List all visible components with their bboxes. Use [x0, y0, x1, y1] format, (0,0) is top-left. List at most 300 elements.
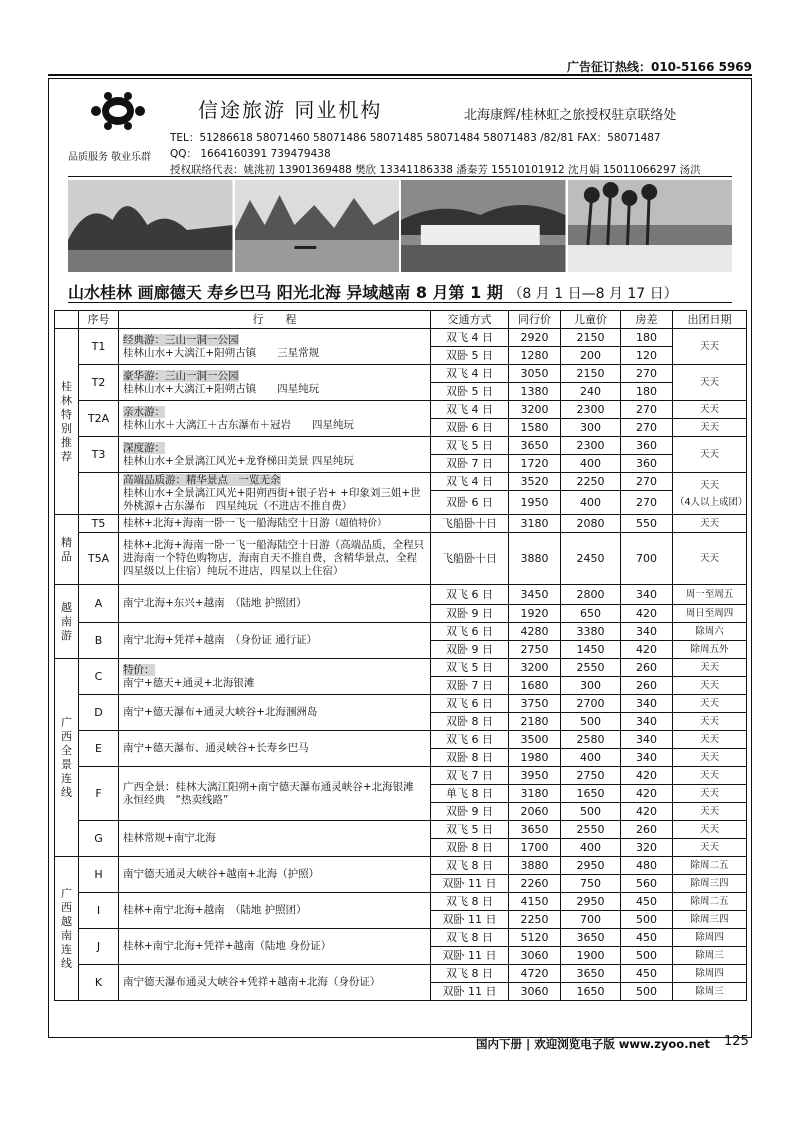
child-price-cell: [561, 695, 621, 713]
departure-days: 天天: [699, 716, 719, 727]
route-cell: [119, 767, 431, 821]
tour-code-cell: [79, 767, 119, 821]
category-cell: [55, 857, 79, 1001]
peer-price-cell: [509, 839, 561, 857]
route-cell: [119, 533, 431, 585]
child-price: 400: [580, 750, 601, 764]
tour-route: 南宁+德天瀑布、通灵峡谷+长寿乡巴马: [123, 742, 309, 754]
single-cell: [621, 677, 673, 695]
transport-cell: [431, 515, 509, 533]
single-cell: [621, 347, 673, 365]
departure-cell: [673, 749, 747, 767]
child-price-cell: [561, 329, 621, 347]
route-cell: [119, 731, 431, 767]
child-price: 2950: [576, 858, 605, 872]
single-cell: [621, 491, 673, 515]
child-price-cell: [561, 437, 621, 455]
tour-highlight: 豪华游：三山一洞一公园: [123, 369, 239, 382]
tour-route: 桂林山水+全景漓江风光+阳朔西街+银子岩+ +印象刘三姐+世外桃源+古东瀑布 四星纯玩（不进店不推自费）: [123, 487, 421, 512]
tour-highlight: 深度游：: [123, 441, 165, 454]
peer-price: 3650: [520, 822, 549, 836]
single-supplement: 420: [636, 804, 657, 818]
single-supplement: 340: [636, 732, 657, 746]
child-price: 2080: [576, 516, 605, 530]
departure-cell: [673, 585, 747, 605]
authorized-reps: 授权联络代表：姚洮初 13901369488 樊欣 13341186338 潘秦芳 15510101912 沈月娟 15011066297 汤洪: [170, 164, 701, 176]
child-price-cell: [561, 767, 621, 785]
peer-price: 1980: [520, 750, 549, 764]
transport-mode: 双卧 8 日: [446, 840, 493, 854]
departure-cell: [673, 365, 747, 401]
departure-days: 天天: [699, 449, 719, 460]
departure-cell: [673, 803, 747, 821]
transport-cell: [431, 659, 509, 677]
peer-price: 3180: [520, 516, 549, 530]
peer-price: 1680: [520, 678, 549, 692]
departure-days: 天天: [699, 553, 719, 564]
transport-mode: 双飞 8 日: [446, 966, 493, 980]
departure-days: 天天: [699, 341, 719, 352]
single-supplement: 700: [636, 551, 657, 565]
transport-mode: 双卧 11 日: [442, 876, 497, 890]
slogan: 品质服务 敬业乐群: [68, 152, 152, 163]
transport-mode: 双卧 9 日: [446, 642, 493, 656]
single-supplement: 450: [636, 930, 657, 944]
child-price-cell: [561, 749, 621, 767]
tour-route: 桂林+北海+海南一卧一飞一船海陆空十日游: [123, 517, 330, 529]
header-single: 房差: [621, 311, 673, 329]
peer-price: 2180: [520, 714, 549, 728]
departure-days: 天天: [699, 479, 719, 491]
child-price-cell: [561, 893, 621, 911]
child-price-cell: [561, 383, 621, 401]
tour-code: K: [94, 975, 103, 989]
category-cell: [55, 515, 79, 585]
peer-price-cell: [509, 419, 561, 437]
departure-cell: [673, 695, 747, 713]
tour-code-cell: [79, 695, 119, 731]
single-supplement: 260: [636, 678, 657, 692]
transport-mode: 双卧 6 日: [446, 495, 493, 509]
peer-price: 1380: [520, 384, 549, 398]
tour-route: 桂林+南宁北海+凭祥+越南（陆地 身份证）: [123, 940, 332, 952]
single-cell: [621, 329, 673, 347]
single-supplement: 340: [636, 714, 657, 728]
single-cell: [621, 533, 673, 585]
child-price: 2750: [576, 768, 605, 782]
departure-cell: [673, 329, 747, 365]
brand-name: 信途旅游 同业机构: [198, 98, 383, 122]
category-label: 广西全景连线: [61, 715, 72, 799]
photo-li-river: [235, 180, 400, 272]
header-departure: 出团日期: [673, 311, 747, 329]
transport-cell: [431, 401, 509, 419]
child-price-cell: [561, 605, 621, 623]
departure-cell: [673, 965, 747, 983]
departure-cell: [673, 767, 747, 785]
single-cell: [621, 515, 673, 533]
single-cell: [621, 641, 673, 659]
child-price-cell: [561, 929, 621, 947]
route-cell: [119, 585, 431, 623]
transport-cell: [431, 821, 509, 839]
table-row: [55, 437, 747, 455]
transport-cell: [431, 677, 509, 695]
tour-route: 南宁+德天瀑布+通灵大峡谷+北海涠洲岛: [123, 706, 318, 718]
single-supplement: 270: [636, 402, 657, 416]
peer-price-cell: [509, 875, 561, 893]
tour-code-cell: [79, 965, 119, 1001]
departure-cell: [673, 713, 747, 731]
route-cell: [119, 437, 431, 473]
tour-route: 桂林+南宁北海+越南 （陆地 护照团）: [123, 904, 307, 916]
child-price-cell: [561, 455, 621, 473]
peer-price-cell: [509, 965, 561, 983]
transport-mode: 双飞 4 日: [446, 474, 493, 488]
child-price: 2700: [576, 696, 605, 710]
peer-price: 4150: [520, 894, 549, 908]
child-price: 400: [580, 456, 601, 470]
departure-cell: [673, 875, 747, 893]
peer-price-cell: [509, 677, 561, 695]
route-cell: [119, 515, 431, 533]
child-price: 2950: [576, 894, 605, 908]
child-price: 400: [580, 840, 601, 854]
single-supplement: 420: [636, 768, 657, 782]
route-cell: [119, 473, 431, 515]
single-supplement: 340: [636, 750, 657, 764]
transport-cell: [431, 875, 509, 893]
departure-cell: [673, 731, 747, 749]
child-price-cell: [561, 419, 621, 437]
single-supplement: 260: [636, 660, 657, 674]
tour-code: H: [94, 867, 103, 881]
peer-price-cell: [509, 585, 561, 605]
peer-price: 2920: [520, 330, 549, 344]
contact-phones: TEL：51286618 58071460 58071486 58071485 58071484 58071483 /82/81 FAX：58071487: [170, 132, 661, 144]
tour-route: 南宁德天通灵大峡谷+越南+北海（护照）: [123, 868, 320, 880]
transport-mode: 飞船卧十日: [442, 516, 497, 530]
tour-route: 南宁北海+东兴+越南 （陆地 护照团）: [123, 597, 307, 609]
transport-cell: [431, 491, 509, 515]
single-cell: [621, 473, 673, 491]
category-label: 桂林特别推荐: [61, 379, 72, 463]
single-cell: [621, 713, 673, 731]
transport-cell: [431, 929, 509, 947]
departure-cell: [673, 641, 747, 659]
departure-cell: [673, 947, 747, 965]
child-price-cell: [561, 533, 621, 585]
peer-price-cell: [509, 401, 561, 419]
peer-price: 4720: [520, 966, 549, 980]
child-price-cell: [561, 365, 621, 383]
issue-headline: [68, 280, 678, 303]
top-rule: [48, 74, 752, 76]
peer-price: 3500: [520, 732, 549, 746]
departure-days: 天天: [699, 377, 719, 388]
child-price: 750: [580, 876, 601, 890]
tour-code-cell: [79, 515, 119, 533]
child-price-cell: [561, 641, 621, 659]
header-route: 行 程: [119, 311, 431, 329]
tour-route: 南宁北海+凭祥+越南 （身份证 通行证）: [123, 634, 318, 646]
transport-cell: [431, 785, 509, 803]
transport-mode: 单飞 8 日: [446, 786, 493, 800]
tour-code-cell: [79, 329, 119, 365]
child-price: 2450: [576, 551, 605, 565]
single-cell: [621, 893, 673, 911]
child-price-cell: [561, 803, 621, 821]
departure-days: 除周四: [695, 932, 724, 943]
tour-code-cell: [79, 659, 119, 695]
child-price: 1650: [576, 786, 605, 800]
child-price: 400: [580, 495, 601, 509]
transport-cell: [431, 437, 509, 455]
transport-cell: [431, 857, 509, 875]
header-cat: [55, 311, 79, 329]
departure-days: 除周三: [695, 950, 724, 961]
departure-days: 天天: [699, 404, 719, 415]
table-row: [55, 329, 747, 347]
single-supplement: 340: [636, 624, 657, 638]
tour-code-cell: [79, 365, 119, 401]
single-cell: [621, 803, 673, 821]
single-cell: [621, 821, 673, 839]
transport-cell: [431, 329, 509, 347]
peer-price: 3650: [520, 438, 549, 452]
departure-days: 天天: [699, 842, 719, 853]
agency-title: 北海康辉/桂林虹之旅授权驻京联络处: [464, 108, 677, 123]
departure-days: 除周五外: [690, 644, 729, 655]
single-supplement: 180: [636, 330, 657, 344]
tour-highlight: 亲水游：: [123, 405, 165, 418]
departure-cell: [673, 857, 747, 875]
tour-route: 桂林山水＋大漓江＋古东瀑布＋冠岩 四星纯玩: [123, 418, 354, 431]
child-price-cell: [561, 347, 621, 365]
peer-price-cell: [509, 383, 561, 401]
child-price-cell: [561, 785, 621, 803]
table-row: [55, 533, 747, 585]
transport-mode: 双卧 9 日: [446, 804, 493, 818]
departure-cell: [673, 515, 747, 533]
transport-cell: [431, 983, 509, 1001]
transport-mode: 双卧 7 日: [446, 456, 493, 470]
photo-detian-waterfall: [401, 180, 566, 272]
single-supplement: 500: [636, 948, 657, 962]
child-price-cell: [561, 947, 621, 965]
headline-rule: [68, 302, 732, 303]
transport-mode: 双卧 6 日: [446, 420, 493, 434]
single-supplement: 550: [636, 516, 657, 530]
headline-dates: （8 月 1 日—8 月 17 日）: [508, 286, 678, 302]
transport-mode: 双飞 4 日: [446, 402, 493, 416]
table-row: [55, 965, 747, 983]
peer-price-cell: [509, 713, 561, 731]
table-row: [55, 695, 747, 713]
departure-cell: [673, 821, 747, 839]
photo-elephant-trunk-hill: [68, 180, 233, 272]
transport-cell: [431, 365, 509, 383]
category-cell: [55, 329, 79, 515]
category-cell: [55, 585, 79, 659]
departure-days: 除周六: [695, 626, 724, 637]
transport-mode: 双飞 5 日: [446, 438, 493, 452]
transport-mode: 双飞 8 日: [446, 894, 493, 908]
tour-code: T3: [91, 447, 106, 461]
peer-price-cell: [509, 803, 561, 821]
transport-cell: [431, 695, 509, 713]
transport-cell: [431, 347, 509, 365]
transport-mode: 双飞 6 日: [446, 624, 493, 638]
category-cell: [55, 659, 79, 857]
tour-code-cell: [79, 929, 119, 965]
transport-mode: 双飞 6 日: [446, 587, 493, 601]
peer-price-cell: [509, 893, 561, 911]
departure-cell: [673, 893, 747, 911]
table-row: [55, 585, 747, 605]
table-row: [55, 515, 747, 533]
peer-price: 4280: [520, 624, 549, 638]
peer-price-cell: [509, 929, 561, 947]
child-price: 2550: [576, 660, 605, 674]
departure-note: （4人以上成团）: [675, 496, 748, 508]
child-price: 2150: [576, 366, 605, 380]
single-supplement: 360: [636, 456, 657, 470]
child-price-cell: [561, 623, 621, 641]
departure-days: 除周四: [695, 968, 724, 979]
single-cell: [621, 767, 673, 785]
single-supplement: 500: [636, 984, 657, 998]
peer-price-cell: [509, 767, 561, 785]
departure-days: 天天: [699, 788, 719, 799]
transport-cell: [431, 533, 509, 585]
transport-cell: [431, 839, 509, 857]
child-price-cell: [561, 731, 621, 749]
single-cell: [621, 875, 673, 893]
header-code: 序号: [79, 311, 119, 329]
transport-mode: 双卧 11 日: [442, 984, 497, 998]
peer-price: 3060: [520, 984, 549, 998]
departure-cell: [673, 983, 747, 1001]
peer-price-cell: [509, 695, 561, 713]
child-price-cell: [561, 821, 621, 839]
headline-main: 山水桂林 画廊德天 寿乡巴马 阳光北海 异域越南 8 月第 1 期: [68, 283, 503, 302]
child-price-cell: [561, 473, 621, 491]
header-transport: 交通方式: [431, 311, 509, 329]
peer-price-cell: [509, 641, 561, 659]
departure-days: 天天: [699, 662, 719, 673]
tour-code-cell: [79, 857, 119, 893]
child-price-cell: [561, 911, 621, 929]
peer-price: 3200: [520, 660, 549, 674]
transport-mode: 双飞 6 日: [446, 696, 493, 710]
departure-days: 除周二五: [690, 860, 729, 871]
tour-code: A: [94, 596, 103, 610]
transport-cell: [431, 965, 509, 983]
tour-price-table: [54, 310, 747, 1001]
header-rule: [68, 176, 732, 177]
departure-days: 天天: [699, 734, 719, 745]
single-cell: [621, 437, 673, 455]
child-price: 2300: [576, 438, 605, 452]
peer-price-cell: [509, 473, 561, 491]
tour-highlight: 经典游：三山一洞一公园: [123, 333, 239, 346]
child-price: 300: [580, 678, 601, 692]
peer-price-cell: [509, 749, 561, 767]
child-price: 2250: [576, 474, 605, 488]
child-price: 3650: [576, 930, 605, 944]
single-supplement: 270: [636, 474, 657, 488]
transport-cell: [431, 893, 509, 911]
route-cell: [119, 965, 431, 1001]
transport-mode: 双卧 7 日: [446, 678, 493, 692]
transport-cell: [431, 455, 509, 473]
route-cell: [119, 623, 431, 659]
tour-route: 南宁+德天+通灵+北海银滩: [123, 676, 255, 689]
route-cell: [119, 929, 431, 965]
child-price: 2580: [576, 732, 605, 746]
tour-highlight: 高端品质游：精华景点 一览无余: [123, 474, 281, 486]
route-cell: [119, 695, 431, 731]
departure-days: 天天: [699, 770, 719, 781]
peer-price: 1920: [520, 606, 549, 620]
table-row: [55, 401, 747, 419]
peer-price: 3880: [520, 858, 549, 872]
departure-cell: [673, 659, 747, 677]
transport-mode: 双卧 11 日: [442, 948, 497, 962]
single-supplement: 320: [636, 840, 657, 854]
tour-code: T2: [91, 375, 106, 389]
peer-price: 3520: [520, 474, 549, 488]
tour-route: 南宁德天瀑布通灵大峡谷+凭祥+越南+北海（身份证）: [123, 976, 381, 988]
table-row: [55, 623, 747, 641]
single-cell: [621, 785, 673, 803]
single-supplement: 450: [636, 966, 657, 980]
peer-price-cell: [509, 365, 561, 383]
transport-cell: [431, 585, 509, 605]
child-price: 300: [580, 420, 601, 434]
transport-cell: [431, 605, 509, 623]
departure-days: 天天: [699, 824, 719, 835]
tour-code-cell: [79, 401, 119, 437]
departure-days: 天天: [699, 518, 719, 529]
tour-code: T5A: [87, 551, 110, 565]
peer-price: 1700: [520, 840, 549, 854]
peer-price-cell: [509, 533, 561, 585]
peer-price: 2250: [520, 912, 549, 926]
peer-price: 3060: [520, 948, 549, 962]
child-price: 200: [580, 348, 601, 362]
child-price: 3380: [576, 624, 605, 638]
single-cell: [621, 857, 673, 875]
tour-code-cell: [79, 731, 119, 767]
tour-code: C: [94, 669, 103, 683]
peer-price-cell: [509, 437, 561, 455]
child-price: 500: [580, 714, 601, 728]
tour-route: 桂林山水+全景漓江风光+龙脊梯田美景 四星纯玩: [123, 454, 354, 467]
table-header-row: [55, 311, 747, 329]
departure-days: 天天: [699, 680, 719, 691]
child-price: 2800: [576, 587, 605, 601]
single-cell: [621, 965, 673, 983]
category-label: 越南游: [61, 600, 72, 642]
departure-cell: [673, 605, 747, 623]
single-supplement: 340: [636, 587, 657, 601]
departure-days: 天天: [699, 806, 719, 817]
tour-code: F: [95, 786, 102, 800]
single-cell: [621, 929, 673, 947]
footer-text: 国内下册 | 欢迎浏览电子版 www.zyoo.net: [476, 1037, 711, 1051]
